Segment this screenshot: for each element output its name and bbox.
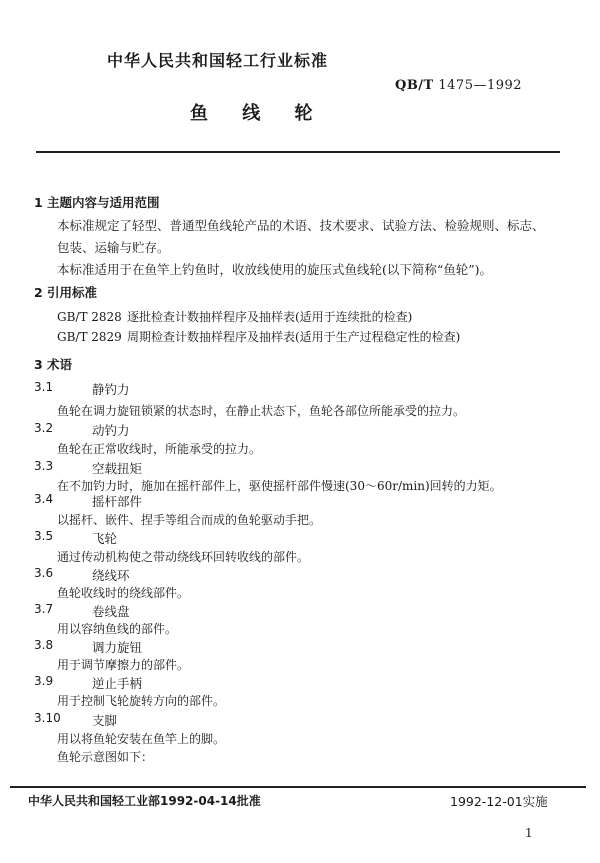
- term-number: 3.3: [34, 459, 54, 473]
- term-heading: [0, 711, 600, 729]
- term-number: 3.8: [34, 638, 54, 652]
- reference-item: [57, 328, 460, 345]
- document-title: 鱼 线 轮: [190, 103, 327, 124]
- section-2-heading: 2 引用标准: [34, 285, 98, 300]
- term-name: 绕线环: [92, 568, 130, 583]
- term-heading: [0, 566, 600, 584]
- section-1-paragraph-1: 本标准规定了轻型、普通型鱼线轮产品的术语、技术要求、试验方法、检验规则、标志、包装、运输与贮存。: [57, 218, 545, 255]
- term-definition: 用于控制飞轮旋转方向的部件。: [57, 694, 226, 708]
- page-number: 1: [525, 826, 533, 840]
- effective-date: 1992-12-01实施: [450, 794, 548, 809]
- issued-date: 中华人民共和国轻工业部1992-04-14批准: [28, 794, 261, 808]
- section-3-heading: 3 术语: [34, 357, 73, 372]
- term-name: 动钓力: [92, 423, 130, 438]
- term-definition: 用以容纳鱼线的部件。: [57, 622, 178, 636]
- term-number: 3.5: [34, 529, 54, 543]
- term-heading: [0, 602, 600, 620]
- term-name: 逆止手柄: [92, 676, 143, 691]
- term-definition: 通过传动机构使之带动绕线环回转收线的部件。: [57, 550, 310, 564]
- term-heading: [0, 421, 600, 439]
- term-heading: [0, 674, 600, 692]
- term-name: 摇杆部件: [92, 494, 143, 509]
- term-name: 空载扭矩: [92, 461, 143, 476]
- term-definition: 用于调节摩擦力的部件。: [57, 658, 190, 672]
- term-number: 3.6: [34, 566, 54, 580]
- term-number: 3.2: [34, 421, 54, 435]
- term-number: 3.1: [34, 380, 54, 394]
- term-name: 卷线盘: [92, 604, 130, 619]
- reference-text: 逐批检查计数抽样程序及抽样表(适用于连续批的检查): [127, 310, 413, 324]
- term-heading: [0, 459, 600, 477]
- term-number: 3.10: [34, 711, 61, 725]
- term-definition: 以摇杆、嵌件、捏手等组合而成的鱼轮驱动手把。: [57, 513, 322, 527]
- term-name: 飞轮: [92, 531, 118, 546]
- term-definition: 鱼轮在正常收线时，所能承受的拉力。: [57, 442, 262, 456]
- term-number: 3.4: [34, 492, 54, 506]
- figure-note: 鱼轮示意图如下：: [57, 750, 154, 764]
- reference-code: GB/T 2828: [57, 310, 122, 324]
- section-1-heading: 1 主题内容与适用范围: [34, 195, 160, 210]
- standard-code-prefix: QB/T: [395, 78, 434, 93]
- term-name: 静钓力: [92, 382, 130, 397]
- term-definition: 用以将鱼轮安装在鱼竿上的脚。: [57, 732, 226, 746]
- term-name: 支脚: [92, 713, 118, 728]
- reference-item: [57, 308, 412, 325]
- term-heading: [0, 638, 600, 656]
- header-divider: [36, 151, 560, 153]
- issuing-body: 中华人民共和国轻工行业标准: [107, 51, 329, 70]
- footer-divider: [10, 786, 586, 788]
- term-definition: 鱼轮在调力旋钮锁紧的状态时，在静止状态下，鱼轮各部位所能承受的拉力。: [57, 404, 466, 418]
- reference-code: GB/T 2829: [57, 330, 122, 344]
- section-1-paragraph-2: 本标准适用于在鱼竿上钓鱼时，收放线使用的旋压式鱼线轮(以下简称“鱼轮”)。: [57, 262, 493, 277]
- term-number: 3.9: [34, 674, 54, 688]
- term-heading: [0, 380, 600, 398]
- term-heading: [0, 492, 600, 510]
- term-definition: 在不加钓力时，施加在摇杆部件上，驱使摇杆部件慢速(30～60r/min)回转的力矩。: [57, 479, 502, 493]
- term-definition: 鱼轮收线时的绕线部件。: [57, 586, 190, 600]
- term-heading: [0, 529, 600, 547]
- term-number: 3.7: [34, 602, 54, 616]
- term-name: 调力旋钮: [92, 640, 143, 655]
- reference-text: 周期检查计数抽样程序及抽样表(适用于生产过程稳定性的检查): [127, 330, 461, 344]
- standard-code: [395, 78, 522, 93]
- standard-code-number: 1475—1992: [438, 78, 523, 93]
